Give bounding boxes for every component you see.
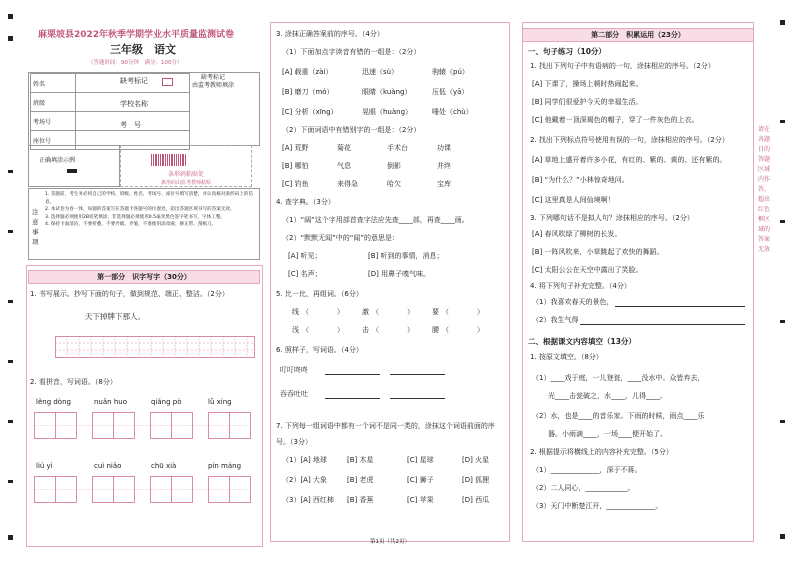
compare-char: 线 (292, 308, 299, 316)
pinyin-item: cuì niǎo (94, 462, 122, 470)
class-label: 班级 (31, 93, 76, 112)
c3-q2-option[interactable]: [A] 草地上盛开着许多小花，有红的、紫的、黄的、还有紫的。 (532, 156, 727, 164)
notice-label: 注意事项 (32, 208, 39, 246)
option-word: 来得急 (337, 180, 358, 188)
seat-label: 座位号 (31, 131, 76, 150)
option-word: 驹辕（pú） (432, 68, 469, 76)
c3-q1-option[interactable]: [B] 同学们很爱护今天的幸福生活。 (532, 98, 643, 106)
right-binding-marks (780, 20, 786, 540)
pinyin-item: nuǎn huo (94, 398, 127, 406)
c3-q5-2b: 器。小雨滴____，一场____便开始了。 (548, 430, 667, 438)
notice-item: 1. 答题前，考生务必将自己的学校、班级、姓名、考场号、座位号填写清楚，并认真核对条形码上的信息。 (45, 192, 253, 205)
correct-fill-label: 正确填涂示例 (39, 157, 76, 164)
answer-line[interactable] (580, 324, 745, 325)
option-word: 唾处（chù） (432, 108, 473, 116)
binding-marks (0, 0, 16, 561)
grade-subject: 三年级 语文 (110, 43, 176, 56)
p1-q1-sentence: 天下掉牌下那人。 (85, 312, 145, 321)
c3-q4: 4. 将下列句子补充完整。（4分） (530, 282, 631, 290)
filled-mark-icon (67, 169, 77, 173)
q6-example-2: 吞吞吐吐 (280, 390, 308, 398)
option-word: 宝库 (437, 180, 451, 188)
q4-option[interactable]: [D] 用鼻子嗅气味。 (368, 270, 431, 278)
answer-line[interactable] (390, 398, 445, 399)
binding-strip (0, 0, 16, 561)
compare-char: 激 (362, 308, 369, 316)
room-label: 考场号 (31, 112, 76, 131)
c3-q1-option[interactable]: [A] 下课了，操场上顿时热闹起来。 (532, 80, 643, 88)
name-label: 姓名 (31, 74, 76, 93)
section-2-title: 二、根据课文内容填空（13分） (528, 337, 636, 346)
c3-q6-1: （1）______________，深于不蒋。 (532, 466, 642, 474)
pinyin-item: chū xià (151, 462, 177, 470)
option[interactable]: [D] 狐狸 (462, 476, 490, 484)
option-word: 手术台 (387, 144, 408, 152)
option-word: 菊花 (337, 144, 351, 152)
option[interactable]: [B] 哪怕 (282, 162, 309, 170)
option[interactable]: [C] 狮子 (407, 476, 434, 484)
answer-line[interactable] (615, 306, 745, 307)
q3-title: 3. 涂抹正确答案前的序号。（4分） (276, 30, 384, 38)
option[interactable]: [C] 星球 (407, 456, 434, 464)
option[interactable]: [B] 老虎 (347, 476, 374, 484)
option-word: 晃眼（huàng） (362, 108, 413, 116)
c3-q1: 1. 找出下列句子中有语病的一句，涂抹相应的序号。（2分） (530, 62, 715, 70)
c3-q3-option[interactable]: [C] 太阳公公在天空中露出了笑脸。 (532, 266, 643, 274)
exam-no-label: 考 号 (120, 121, 141, 129)
q4-option[interactable]: [A] 听见； (288, 252, 322, 260)
page-footer: 第1页（共2页） (370, 539, 410, 545)
q4-option[interactable]: [B] 听到的事情，消息； (368, 252, 444, 260)
pinyin-item: lěng dòng (36, 398, 71, 406)
pinyin-item: pín máng (208, 462, 242, 470)
c3-q4-1: （1）我喜欢春天的景色， (532, 298, 614, 306)
part1-frame (26, 265, 263, 547)
option[interactable]: [D] 西瓜 (462, 496, 490, 504)
option[interactable]: [A] 载重（zài） (282, 68, 333, 76)
option[interactable]: [B] 木星 (347, 456, 374, 464)
c3-q3-option[interactable]: [B] 一阵风吹来，小草跳起了欢快的舞蹈。 (532, 248, 664, 256)
c3-q5-1b: 光____击瓮破之，水____，儿得____。 (548, 392, 667, 400)
notice-box (28, 188, 260, 260)
exam-title: 麻栗坡县2022年秋季学期学业水平质量监测试卷 (38, 30, 235, 40)
answer-area-notice: 请在各题目的答题区域内作答，超出红色框区域的答案无效 (757, 126, 770, 253)
notice-item: 4. 保持卡面清洁，不要折叠、不要弄破、弄皱，不准使用涂改液、修正带、刮纸刀。 (45, 222, 217, 228)
barcode-area (120, 145, 252, 187)
option-word: 压低（yā） (432, 88, 469, 96)
c3-q3-option[interactable]: [A] 春风吹绿了柳树的长发。 (532, 230, 622, 238)
option[interactable]: （1）[A] 地球 (282, 456, 327, 464)
c3-q4-2: （2）我生气得 (532, 316, 579, 324)
option[interactable]: [B] 磨刀（mó） (282, 88, 334, 96)
compare-char: 击 (362, 326, 369, 334)
c3-q6-3: （3）天门中断楚江开，______________。 (532, 502, 663, 510)
pinyin-item: qiǎng pò (151, 398, 182, 406)
option[interactable]: [B] 香蕉 (347, 496, 374, 504)
q3-1-title: （1）下面加点字读音有错的一组是：（2分） (282, 48, 421, 56)
option-word: 迅速（sù） (362, 68, 399, 76)
q6-title: 6. 照样子，写词语。（4分） (276, 346, 363, 354)
part2-header: 第二部分 积累运用（23分） (522, 28, 754, 42)
option-word: 功课 (437, 144, 451, 152)
school-label: 学校名称 (120, 100, 148, 108)
c3-q3: 3. 下列哪句话不是拟人句？涂抹相应的序号。（2分） (530, 214, 694, 222)
time-score: （答题时间：90分钟 满分：100分） (88, 60, 183, 66)
option[interactable]: [C] 钓鱼 (282, 180, 309, 188)
correct-fill-box (28, 145, 120, 187)
c3-q2-option[interactable]: [B] “为什么？”小林惊奇地问。 (532, 176, 629, 184)
barcode-note: 条形码由监考教师粘贴 (160, 180, 211, 186)
q3-2-title: （2）下面词语中有错别字的一组是：（2分） (282, 126, 421, 134)
info-frame (28, 72, 260, 146)
q7-title: 7. 下列每一组词语中都有一个词不是同一类的，涂抹这个词语前面的序号。（3分） (276, 422, 495, 446)
pinyin-item: liú yì (36, 462, 53, 470)
option-word: 倒影 (387, 162, 401, 170)
c3-q5-2: （2）水，也是____的音乐家。下雨的时候，雨点____乐 (532, 412, 705, 420)
absent-note: 缺考标记 由监考教师填涂 (192, 74, 235, 89)
p1-q1: 1. 书写展示。抄写下面的句子，做到规范、端正、整洁。（2分） (30, 290, 229, 298)
option[interactable]: [A] 荒野 (282, 144, 309, 152)
option-word: 眼睛（kuàng） (362, 88, 412, 96)
option-word: 并终 (437, 162, 451, 170)
option[interactable]: [C] 分析（xīng） (282, 108, 338, 116)
answer-line[interactable] (325, 398, 380, 399)
option[interactable]: [C] 苹果 (407, 496, 434, 504)
section-1-title: 一、句子练习（10分） (528, 47, 606, 56)
compare-char: 要 (432, 308, 439, 316)
q4-title: 4. 查字典。（3分） (276, 198, 335, 206)
compare-char: 腰 (432, 326, 439, 334)
option[interactable]: （3）[A] 西红柿 (282, 496, 334, 504)
q6-example-1: 叮叮咚咚 (280, 366, 308, 374)
c3-q6: 2. 根据提示将横线上的内容补充完整。（5分） (530, 448, 673, 456)
c3-q5-1: （1）____戏于庭，一儿登瓮，____没水中。众皆弃去， (532, 374, 705, 382)
c3-q2-option[interactable]: [C] 这里真是人间仙境啊！ (532, 196, 615, 204)
answer-line[interactable] (390, 374, 445, 375)
answer-line[interactable] (325, 374, 380, 375)
compare-char: 浅 (292, 326, 299, 334)
option[interactable]: [D] 火星 (462, 456, 490, 464)
notice-item: 2. 本试卷为卷一体，每题的答案写在答题卡各题号的位置处，超出答题区域书写的答案无效。 (45, 207, 235, 213)
notice-list (45, 191, 255, 229)
c3-q5: 1. 按原文填空。（8分） (530, 353, 603, 361)
c3-q1-option[interactable]: [C] 他戴着一顶深褐色的帽子，穿了一件灰色的上衣。 (532, 116, 699, 124)
option-word: 哈欠 (387, 180, 401, 188)
q4-1: （1）“阔”这个字用部首查字法应先查____部，再查____画。 (282, 216, 469, 224)
q5-title: 5. 比一比，再组词。（6分） (276, 290, 363, 298)
c3-q6-2: （2）二人同心，____________。 (532, 484, 635, 492)
q4-2: （2）“默默无闻”中的“闻”的意思是： (282, 234, 399, 242)
option-word: 气息 (337, 162, 351, 170)
c3-q2: 2. 找出下列标点符号使用有误的一句，涂抹相应的序号。（2分） (530, 136, 729, 144)
q4-option[interactable]: [C] 名声； (288, 270, 322, 278)
barcode-icon (151, 151, 251, 170)
absent-mark-label: 缺考标记 (120, 77, 148, 85)
part1-header: 第一部分 识字写字（30分） (28, 270, 260, 284)
pinyin-item: lǜ xíng (208, 398, 232, 406)
option[interactable]: （2）[A] 大象 (282, 476, 327, 484)
notice-item: 3. 选择题必须使用2B铅笔填涂，非选择题必须使用0.5毫米黑色签字笔书写，字体工整。 (45, 214, 226, 220)
right-marks-icon (780, 20, 786, 540)
barcode-label: 条形码粘贴处 (167, 171, 204, 178)
p1-q2: 2. 看拼音，写词语。（8分） (30, 378, 117, 386)
